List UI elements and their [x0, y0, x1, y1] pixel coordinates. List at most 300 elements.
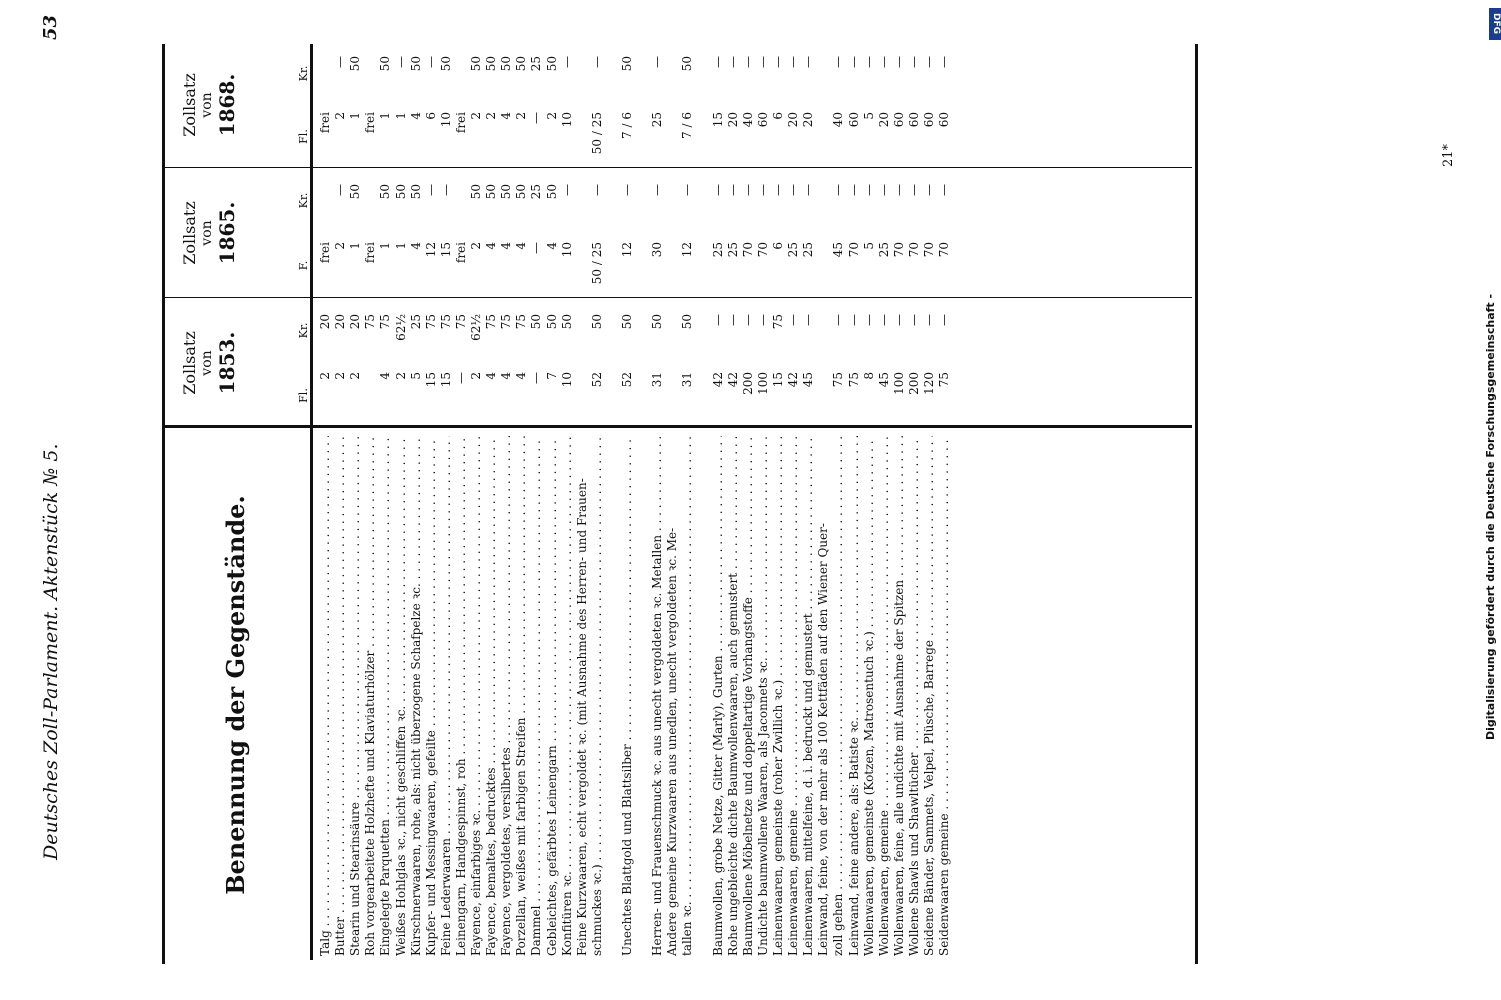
- cell-b-kr: —: [725, 184, 740, 196]
- table-row: [892, 44, 906, 960]
- cell-c-fl: 1: [378, 112, 393, 120]
- item-name: tallen ꝛc. . . .: [680, 436, 694, 956]
- cell-b-fl: frei: [453, 242, 468, 264]
- item-name: Roh vorgearbeitete Holzhefte und Klaviaturhölzer . . .: [363, 436, 377, 956]
- item-name: Wollenwaaren, feine, alle undichte mit Ausnahme der Spitzen . . .: [892, 436, 906, 956]
- cell-a-fl: 2: [348, 372, 363, 380]
- cell-a-fl: 75: [937, 372, 952, 388]
- table-row: [454, 44, 468, 960]
- cell-a-fl: 52: [589, 372, 604, 388]
- cell-b-kr: 50: [499, 184, 514, 200]
- cell-a-fl: 200: [906, 372, 921, 395]
- cell-b-fl: 1: [348, 242, 363, 250]
- cell-b-kr: —: [423, 184, 438, 196]
- cell-b-fl: 4: [544, 242, 559, 250]
- cell-b-kr: —: [801, 184, 816, 196]
- cell-c-kr: —: [861, 56, 876, 68]
- cell-a-kr: 62½: [469, 314, 483, 341]
- cell-a-fl: 10: [559, 372, 574, 388]
- cell-c-kr: —: [876, 56, 891, 68]
- cell-a-kr: —: [861, 314, 876, 326]
- cell-a-kr: 75: [484, 314, 499, 330]
- table-row: [862, 44, 876, 960]
- cell-b-kr: —: [937, 184, 952, 196]
- table-row: [484, 44, 498, 960]
- cell-b-kr: —: [740, 184, 755, 196]
- cell-c-kr: 50: [544, 56, 559, 72]
- cell-c-fl: 60: [922, 112, 936, 128]
- item-name: Leinenwaaren, gemeinste (roher Zwillich ꝛc.) . . .: [771, 436, 785, 956]
- cell-c-fl: 60: [846, 112, 861, 128]
- item-name: Seidenwaaren gemeine . . .: [937, 436, 951, 956]
- cell-c-kr: 50: [514, 56, 529, 72]
- cell-a-fl: —: [529, 372, 544, 384]
- cell-b-fl: 1: [378, 242, 393, 250]
- cell-c-kr: —: [589, 56, 604, 68]
- cell-a-kr: 50: [620, 314, 634, 330]
- cell-b-kr: —: [846, 184, 861, 196]
- cell-b-fl: 4: [408, 242, 423, 250]
- cell-b-kr: 25: [529, 184, 544, 200]
- cell-a-kr: —: [710, 314, 725, 326]
- cell-c-kr: 50: [620, 56, 634, 72]
- cell-a-fl: 120: [922, 372, 936, 395]
- cell-c-fl: 25: [650, 112, 665, 128]
- table-row: [469, 44, 483, 960]
- item-name: Wollene Shawls und Shawltücher . . .: [907, 436, 921, 956]
- table-row: [907, 44, 921, 960]
- table-row: [771, 44, 785, 960]
- table-row: [318, 44, 332, 960]
- item-name: Fayence, vergoldetes, versilbertes . . .: [499, 436, 513, 956]
- item-name: Butter . . .: [333, 436, 347, 956]
- cell-b-fl: —: [529, 242, 544, 254]
- cell-b-fl: 4: [484, 242, 499, 250]
- cell-c-fl: frei: [363, 112, 378, 134]
- cell-a-fl: 42: [710, 372, 725, 388]
- table-row: [696, 44, 710, 960]
- cell-b-kr: 50: [544, 184, 559, 200]
- cell-c-fl: 20: [876, 112, 891, 128]
- table-row: [816, 44, 830, 960]
- cell-c-fl: 6: [423, 112, 438, 120]
- cell-c-fl: —: [529, 112, 544, 124]
- cell-b-kr: 50: [378, 184, 393, 200]
- cell-b-fl: 70: [891, 242, 906, 258]
- item-name: Seidene Bänder, Sammets, Velpel, Plüsche, Barrege . . .: [922, 436, 936, 956]
- cell-c-fl: 60: [906, 112, 921, 128]
- cell-b-fl: 30: [650, 242, 665, 258]
- cell-c-fl: 1: [348, 112, 363, 120]
- cell-b-kr: —: [861, 184, 876, 196]
- cell-a-fl: 45: [801, 372, 816, 388]
- cell-c-fl: 50 / 25: [589, 112, 604, 155]
- cell-c-kr: —: [937, 56, 952, 68]
- cell-c-kr: —: [771, 56, 785, 68]
- cell-a-kr: 75: [514, 314, 529, 330]
- table-row: [545, 44, 559, 960]
- cell-b-kr: 50: [484, 184, 499, 200]
- name-column-header: Benennung der Gegenstände.: [220, 495, 250, 895]
- cell-a-kr: 75: [453, 314, 468, 330]
- cell-c-kr: —: [559, 56, 574, 68]
- item-name: Andere gemeine Kurzwaaren aus unedlen, unecht vergoldeten ꝛc. Me-: [665, 527, 680, 956]
- item-name: Unechtes Blattgold und Blattsilber . . .: [620, 436, 634, 956]
- table-row: [650, 44, 664, 960]
- cell-c-fl: 40: [831, 112, 846, 128]
- cell-c-kr: —: [846, 56, 861, 68]
- signature-mark: 21*: [1441, 143, 1457, 168]
- cell-b-fl: 25: [786, 242, 801, 258]
- cell-b-fl: 4: [514, 242, 529, 250]
- item-name: Talg . . .: [318, 436, 332, 956]
- cell-a-kr: —: [876, 314, 891, 326]
- cell-c-kr: 25: [529, 56, 544, 72]
- cell-a-fl: 42: [725, 372, 740, 388]
- cell-c-fl: frei: [453, 112, 468, 134]
- cell-a-kr: 50: [559, 314, 574, 330]
- cell-c-fl: 7 / 6: [620, 112, 634, 139]
- cell-b-kr: 50: [514, 184, 529, 200]
- cell-c-kr: —: [333, 56, 348, 68]
- cell-a-kr: 75: [438, 314, 453, 330]
- table-row: [831, 44, 845, 960]
- cell-a-fl: 4: [499, 372, 514, 380]
- cell-b-fl: 2: [333, 242, 348, 250]
- cell-a-kr: —: [755, 314, 770, 326]
- cell-a-kr: 20: [333, 314, 348, 330]
- cell-a-kr: —: [891, 314, 906, 326]
- cell-c-kr: 50: [469, 56, 483, 72]
- cell-c-fl: 2: [484, 112, 499, 120]
- cell-c-fl: 1: [393, 112, 408, 120]
- cell-c-kr: 50: [499, 56, 514, 72]
- table-row: [529, 44, 543, 960]
- cell-c-fl: 5: [861, 112, 876, 120]
- cell-b-fl: 1: [393, 242, 408, 250]
- table-row: [680, 44, 694, 960]
- cell-b-fl: 70: [937, 242, 952, 258]
- cell-c-fl: 6: [771, 112, 785, 120]
- cell-b-fl: 70: [906, 242, 921, 258]
- item-name: Fayence, bemaltes, bedrucktes . . .: [484, 436, 498, 956]
- item-name: Undichte baumwollene Waaren, als Jaconnets ꝛc. . . .: [756, 436, 770, 956]
- item-name: Leinenwaaren, gemeine . . .: [786, 436, 800, 956]
- cell-a-kr: 62½: [393, 314, 408, 341]
- cell-c-kr: —: [922, 56, 936, 68]
- cell-b-fl: 70: [740, 242, 755, 258]
- cell-c-fl: 20: [725, 112, 740, 128]
- cell-b-fl: 12: [680, 242, 695, 258]
- cell-a-kr: 50: [529, 314, 544, 330]
- cell-b-fl: frei: [363, 242, 378, 264]
- cell-b-kr: —: [755, 184, 770, 196]
- cell-a-kr: —: [725, 314, 740, 326]
- cell-b-kr: —: [438, 184, 453, 196]
- cell-b-fl: 25: [710, 242, 725, 258]
- cell-c-kr: —: [755, 56, 770, 68]
- table-row: [424, 44, 438, 960]
- table-row: [635, 44, 649, 960]
- cell-a-fl: 200: [740, 372, 755, 395]
- cell-b-kr: —: [876, 184, 891, 196]
- table-row: [620, 44, 634, 960]
- cell-c-fl: 60: [937, 112, 952, 128]
- cell-a-kr: 75: [423, 314, 438, 330]
- dfg-logo: DFG: [1489, 8, 1501, 40]
- cell-b-fl: 50 / 25: [589, 242, 604, 285]
- cell-c-kr: —: [831, 56, 846, 68]
- cell-a-fl: 31: [680, 372, 695, 388]
- page-number: 53: [40, 14, 61, 40]
- cell-c-fl: 2: [544, 112, 559, 120]
- item-name: Konfitüren ꝛc. . . .: [560, 436, 574, 956]
- cell-a-fl: 75: [846, 372, 861, 388]
- cell-a-kr: 50: [544, 314, 559, 330]
- cell-a-fl: 5: [408, 372, 423, 380]
- cell-c-fl: 10: [559, 112, 574, 128]
- cell-c-kr: 50: [680, 56, 695, 72]
- column-header-1865: Zollsatz von 1865. F. Kr.: [180, 192, 310, 271]
- cell-c-kr: —: [740, 56, 755, 68]
- cell-c-fl: 2: [514, 112, 529, 120]
- cell-a-fl: 100: [891, 372, 906, 395]
- item-name: Wollenwaaren, gemeine . . .: [877, 436, 891, 956]
- table-row: [499, 44, 513, 960]
- cell-c-kr: —: [650, 56, 665, 68]
- column-header-1868: Zollsatz von 1868. Fl. Kr.: [180, 65, 310, 144]
- item-name: Leinengarn, Handgespinnst, roh . . .: [454, 436, 468, 956]
- cell-b-fl: frei: [318, 242, 332, 264]
- cell-b-fl: 12: [620, 242, 634, 258]
- cell-a-fl: 2: [469, 372, 483, 380]
- cell-c-fl: 20: [786, 112, 801, 128]
- digitization-note: Digitalisierung gefördert durch die Deutsche Forschungsgemeinschaft -: [1484, 293, 1497, 740]
- cell-c-fl: 4: [499, 112, 514, 120]
- cell-a-kr: —: [937, 314, 952, 326]
- cell-a-fl: —: [453, 372, 468, 384]
- column-header-1853: Zollsatz von 1853. Fl. Kr.: [180, 322, 310, 403]
- cell-a-kr: 75: [363, 314, 378, 330]
- item-name: Leinwand, feine andere, als: Batiste ꝛc. . . .: [847, 436, 861, 956]
- cell-a-kr: 50: [680, 314, 695, 330]
- cell-b-fl: 45: [831, 242, 846, 258]
- cell-b-kr: —: [922, 184, 936, 196]
- cell-c-kr: —: [786, 56, 801, 68]
- item-name: Kupfer- und Messingwaaren, gefeilte . . .: [424, 436, 438, 956]
- cell-b-fl: 25: [801, 242, 816, 258]
- cell-c-kr: —: [725, 56, 740, 68]
- cell-b-fl: 12: [423, 242, 438, 258]
- item-name: Porzellan, weißes mit farbigen Streifen . . .: [514, 436, 528, 956]
- cell-a-kr: 20: [348, 314, 363, 330]
- cell-a-fl: 31: [650, 372, 665, 388]
- table-row: [333, 44, 347, 960]
- table-row: [877, 44, 891, 960]
- table-row: [711, 44, 725, 960]
- table-row: [514, 44, 528, 960]
- table-row: [922, 44, 936, 960]
- cell-c-kr: 50: [408, 56, 423, 72]
- cell-a-fl: 75: [831, 372, 846, 388]
- cell-b-fl: 25: [725, 242, 740, 258]
- cell-c-kr: —: [423, 56, 438, 68]
- cell-b-kr: 50: [393, 184, 408, 200]
- cell-b-fl: 10: [559, 242, 574, 258]
- cell-b-kr: —: [333, 184, 348, 196]
- cell-c-fl: 10: [438, 112, 453, 128]
- cell-b-kr: —: [650, 184, 665, 196]
- table-row: [605, 44, 619, 960]
- cell-c-kr: 50: [348, 56, 363, 72]
- cell-a-kr: 20: [318, 314, 332, 330]
- cell-a-kr: 50: [589, 314, 604, 330]
- cell-b-fl: 70: [846, 242, 861, 258]
- cell-a-kr: —: [801, 314, 816, 326]
- cell-b-fl: 70: [922, 242, 936, 258]
- cell-c-kr: —: [906, 56, 921, 68]
- item-name: Leinenwaaren, mittelfeine, d. i. bedruckt und gemustert . . .: [801, 436, 815, 956]
- item-name: zoll gehen . . .: [831, 436, 845, 956]
- cell-a-fl: 2: [333, 372, 348, 380]
- item-name: Baumwollen, grobe Netze, Gitter (Marly), Gurten . . .: [711, 436, 725, 956]
- item-name: schmuckes ꝛc.) . . .: [590, 436, 604, 956]
- cell-a-fl: 42: [786, 372, 801, 388]
- cell-b-kr: —: [906, 184, 921, 196]
- cell-a-kr: 50: [650, 314, 665, 330]
- item-name: Fayence, einfarbiges ꝛc. . . .: [469, 436, 483, 956]
- cell-a-fl: 15: [771, 372, 785, 388]
- cell-b-kr: —: [831, 184, 846, 196]
- table-row: [756, 44, 770, 960]
- cell-c-kr: 50: [438, 56, 453, 72]
- table-row: [726, 44, 740, 960]
- cell-b-fl: 2: [469, 242, 483, 250]
- item-name: Rohe ungebleichte dichte Baumwollenwaaren, auch gemustert . . .: [726, 436, 740, 956]
- cell-a-kr: —: [922, 314, 936, 326]
- table-row: [394, 44, 408, 960]
- item-name: Herren- und Frauenschmuck ꝛc. aus unecht vergoldeten ꝛc. Metallen . . .: [650, 436, 664, 956]
- cell-b-kr: —: [771, 184, 785, 196]
- cell-a-kr: 75: [771, 314, 785, 330]
- table-row: [786, 44, 800, 960]
- item-name: Baumwollene Möbelnetze und doppeltartige Vorhangstoffe . . .: [741, 436, 755, 956]
- cell-a-fl: 52: [620, 372, 634, 388]
- cell-b-kr: —: [620, 184, 634, 196]
- cell-a-fl: 15: [438, 372, 453, 388]
- cell-b-fl: 70: [755, 242, 770, 258]
- table-row: [575, 44, 589, 960]
- cell-b-kr: 50: [408, 184, 423, 200]
- cell-c-kr: 50: [484, 56, 499, 72]
- cell-a-fl: 4: [514, 372, 529, 380]
- item-name: Kürschnerwaaren, rohe, als: nicht überzogene Schafpelze ꝛc. . . .: [409, 436, 423, 956]
- cell-c-fl: 60: [755, 112, 770, 128]
- item-name: Eingelegte Parquetten . . .: [378, 436, 392, 956]
- cell-a-fl: 45: [876, 372, 891, 388]
- cell-c-kr: —: [801, 56, 816, 68]
- cell-a-fl: 4: [378, 372, 393, 380]
- cell-c-fl: 15: [710, 112, 725, 128]
- cell-a-kr: —: [846, 314, 861, 326]
- cell-c-fl: 40: [740, 112, 755, 128]
- cell-c-fl: frei: [318, 112, 332, 134]
- cell-b-kr: 50: [348, 184, 363, 200]
- cell-a-fl: 4: [484, 372, 499, 380]
- cell-a-kr: —: [906, 314, 921, 326]
- cell-c-kr: —: [393, 56, 408, 68]
- cell-a-kr: 75: [499, 314, 514, 330]
- cell-b-kr: —: [710, 184, 725, 196]
- cell-b-kr: —: [786, 184, 801, 196]
- cell-c-kr: —: [710, 56, 725, 68]
- item-name: Stearin und Stearinsäure . . .: [348, 436, 362, 956]
- cell-b-fl: 15: [438, 242, 453, 258]
- item-name: Feine Kurzwaaren, echt vergoldet ꝛc. (mit Ausnahme des Herren- und Frauen-: [574, 478, 589, 956]
- table-row: [665, 44, 679, 960]
- table-row: [937, 44, 951, 960]
- cell-b-fl: 4: [499, 242, 514, 250]
- item-name: Leinwand, feine, von der mehr als 100 Kettfäden auf den Wiener Quer-: [816, 523, 831, 956]
- cell-c-fl: 20: [801, 112, 816, 128]
- table-row: [560, 44, 574, 960]
- table-row: [590, 44, 604, 960]
- cell-c-fl: 2: [333, 112, 348, 120]
- cell-b-kr: —: [559, 184, 574, 196]
- cell-a-fl: 2: [393, 372, 408, 380]
- cell-c-kr: —: [891, 56, 906, 68]
- cell-a-kr: —: [740, 314, 755, 326]
- cell-a-fl: 8: [861, 372, 876, 380]
- cell-a-kr: 25: [408, 314, 423, 330]
- table-row: [439, 44, 453, 960]
- cell-a-fl: 100: [755, 372, 770, 395]
- item-name: Feine Lederwaaren . . .: [439, 436, 453, 956]
- cell-b-fl: 5: [861, 242, 876, 250]
- table-row: [348, 44, 362, 960]
- table-row: [741, 44, 755, 960]
- header-title: Deutsches Zoll-Parlament. Aktenstück № 5.: [40, 443, 62, 860]
- table-row: [409, 44, 423, 960]
- cell-c-fl: 7 / 6: [680, 112, 695, 139]
- table-row: [801, 44, 815, 960]
- item-name: Gebleichtes, gefärbtes Leinengarn . . .: [545, 436, 559, 956]
- cell-b-fl: 6: [771, 242, 785, 250]
- cell-a-fl: 7: [544, 372, 559, 380]
- cell-a-fl: 15: [423, 372, 438, 388]
- item-name: Dammel . . .: [529, 436, 543, 956]
- item-name: Wollenwaaren, gemeinste (Kotzen, Matrosentuch ꝛc.) . . .: [862, 436, 876, 956]
- cell-b-kr: —: [891, 184, 906, 196]
- header-rule: [310, 44, 313, 960]
- cell-c-kr: 50: [378, 56, 393, 72]
- cell-b-kr: 50: [469, 184, 483, 200]
- cell-b-kr: —: [589, 184, 604, 196]
- cell-c-fl: 2: [469, 112, 483, 120]
- table-row: [363, 44, 377, 960]
- item-name: Weißes Hohlglas ꝛc., nicht geschliffen ꝛc. . . .: [394, 436, 408, 956]
- cell-a-kr: —: [786, 314, 801, 326]
- cell-c-fl: 60: [891, 112, 906, 128]
- cell-a-kr: 75: [378, 314, 393, 330]
- cell-b-kr: —: [680, 184, 695, 196]
- cell-b-fl: 25: [876, 242, 891, 258]
- table-row: [847, 44, 861, 960]
- cell-a-kr: —: [831, 314, 846, 326]
- cell-a-fl: 2: [318, 372, 332, 380]
- cell-c-fl: 4: [408, 112, 423, 120]
- table-row: [378, 44, 392, 960]
